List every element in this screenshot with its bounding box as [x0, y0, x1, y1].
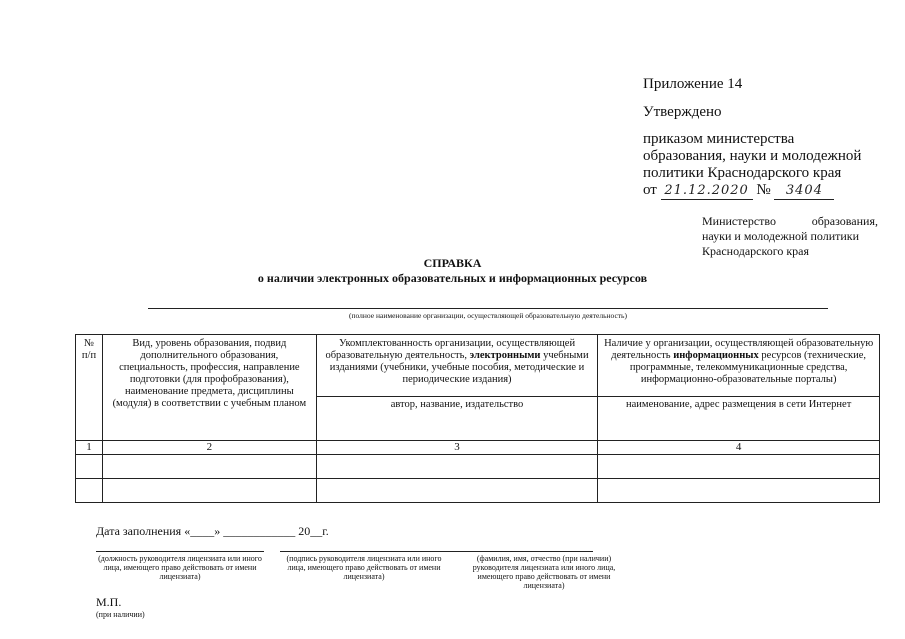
signature-caption: (подпись руководителя лицензиата или иного лица, имеющего право действовать от имени лицензиата): [286, 554, 442, 581]
name-line: [448, 551, 593, 552]
header-education-type: Вид, уровень образования, подвид дополнительного образования, специальность, профессия, направление подготовки (для профобразования), наименование предмета, дисциплины (модуля) в соответствии с учебным планом: [102, 335, 316, 441]
document-subtitle: о наличии электронных образовательных и информационных ресурсов: [257, 271, 648, 285]
fill-date-day-blank: ____: [190, 524, 215, 538]
fill-date-year-suffix: г.: [322, 524, 329, 538]
stamp-note: (при наличии): [96, 610, 145, 619]
column-number-4: 4: [598, 441, 880, 455]
table-cell: [76, 455, 103, 479]
fill-date-line: [96, 524, 329, 539]
name-caption: (фамилия, имя, отчество (при наличии) руководителя лицензиата или иного лица, имеющего право действовать от имени лицензиата): [472, 554, 616, 590]
position-caption: (должность руководителя лицензиата или иного лица, имеющего право действовать от имени лицензиата): [98, 554, 262, 581]
document-title: СПРАВКА: [423, 256, 482, 270]
table-row: [76, 479, 880, 503]
order-date: 21.12.2020: [661, 182, 753, 200]
subheader-name-address: наименование, адрес размещения в сети Интернет: [598, 397, 880, 441]
table-cell: [102, 479, 316, 503]
order-line-1: приказом министерства: [643, 131, 795, 147]
approved-label: Утверждено: [643, 104, 722, 120]
signature-line: [280, 551, 448, 552]
table-cell: [316, 455, 598, 479]
position-line: [96, 551, 264, 552]
order-line-2: образования, науки и молодежной: [643, 148, 862, 164]
table-cell: [598, 479, 880, 503]
fill-date-month-blank: ____________: [223, 524, 296, 538]
table-cell: [598, 455, 880, 479]
date-prefix: от: [643, 182, 657, 198]
fill-date-label: Дата заполнения «: [96, 524, 191, 538]
column-number-3: 3: [316, 441, 598, 455]
fill-date-year-blank: __: [310, 524, 323, 538]
column-number-2: 2: [102, 441, 316, 455]
addressee-block: [702, 214, 878, 259]
fill-date-year: 20: [298, 524, 311, 538]
order-line-3: политики Краснодарского края: [643, 165, 842, 181]
table-cell: [316, 479, 598, 503]
header-number: № п/п: [76, 335, 103, 441]
addressee-line-3: Краснодарского края: [702, 244, 810, 258]
stamp-label: М.П.: [96, 595, 122, 609]
addressee-line-2: науки и молодежной политики: [702, 229, 860, 243]
appendix-label: Приложение 14: [643, 76, 743, 92]
subheader-author-title: автор, название, издательство: [316, 397, 598, 441]
number-sign: №: [756, 182, 771, 198]
table-number-row: [76, 441, 880, 455]
header-electronic-editions: Укомплектованность организации, осуществляющей образовательную деятельность, электронными учебными изданиями (учебники, учебные пособия, методические и периодические издания): [316, 335, 598, 397]
column-number-1: 1: [76, 441, 103, 455]
resources-table: [75, 334, 880, 503]
header-information-resources: Наличие у организации, осуществляющей образовательную деятельность информационных ресурсов (технические, программные, телекоммуникационные средства, информационно-образовательные порталы): [598, 335, 880, 397]
order-date-line: [643, 182, 834, 200]
order-number: 3404: [774, 182, 834, 200]
table-cell: [102, 455, 316, 479]
table-row: [76, 455, 880, 479]
addressee-line-1: Министерство образования,: [702, 214, 878, 228]
table-cell: [76, 479, 103, 503]
table-header-row: [76, 335, 880, 397]
org-name-caption: (полное наименование организации, осуществляющей образовательную деятельность): [349, 311, 627, 320]
fill-date-close-quote: »: [214, 524, 221, 538]
org-name-line: [148, 308, 828, 309]
